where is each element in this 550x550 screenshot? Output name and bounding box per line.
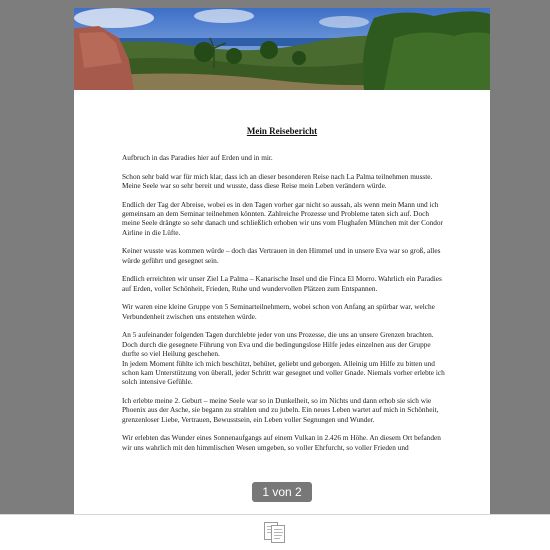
paragraph: Wir erlebten das Wunder eines Sonnenaufgangs auf einem Vulkan in 2.426 m Höhe. An diesem Ort befanden wir uns wahrlich mit den himmlischen Wesen umgeben, so voller Ehrfurcht, so voller Frieden und (122, 433, 441, 452)
header-photo (74, 8, 490, 90)
paragraph: Wir waren eine kleine Gruppe von 5 Seminarteilnehmern, wobei schon von Anfang an spürbar war, welche Verbundenheit zwischen uns entstehen würde. (122, 302, 435, 321)
paragraph: Keiner wusste was kommen würde – doch das Vertrauen in den Himmel und in unsere Eva war so groß, alles würde geführt und gesegnet sein. (122, 246, 441, 265)
document-title: Mein Reisebericht (246, 126, 318, 136)
thumbnail-page-front (271, 525, 285, 543)
viewer-toolbar (0, 514, 550, 550)
paragraph: Schon sehr bald war für mich klar, dass ich an dieser besonderen Reise nach La Palma teilnehmen musste. Meine Seele war so sehr bereit und wusste, dass diese Reise mein Leben verändern würde. (122, 171, 433, 190)
page-counter-badge: 1 von 2 (252, 482, 312, 502)
paragraph: Aufbruch in das Paradies hier auf Erden und in mir. (122, 153, 273, 162)
paragraph: Endlich erreichten wir unser Ziel La Palma – Kanarische Insel und die Finca El Morro. Wahrlich ein Paradies auf Erden, voller Schönheit, Frieden, Ruhe und wundervollen Plätzen zum Entspannen. (122, 274, 442, 293)
document-body (122, 153, 448, 461)
document-page (74, 8, 490, 514)
pages-thumbnail-icon[interactable] (263, 521, 287, 545)
landscape-image (74, 8, 490, 90)
paragraph: An 5 aufeinander folgenden Tagen durchlebte jeder von uns Prozesse, die uns an unsere Grenzen brachten. Doch durch die gesegnete Führung von Eva und die bedingungslose Hilfe jedes einzelnen aus der Gruppe durfte so viel Heilung geschehen. In jedem Moment fühlte ich mich beschützt, behütet, geliebt und geborgen. Alleinig um Hilfe zu bitten und schon kam Unterstützung von überall, jeder Schritt war gesegnet und voller Gnade. Niemals vorher erlebte ich solch intensive Gefühle. (122, 330, 445, 387)
paragraph: Endlich der Tag der Abreise, wobei es in den Tagen vorher gar nicht so aussah, als wenn mein Mann und ich gemeinsam an dem Seminar teilnehmen könnten. Zahlreiche Prozesse und Probleme taten sich auf. Doch meine Seele drängte so sehr danach und schließlich erhoben wir uns vom Flughafen München mit der Condor Airline in die Lüfte. (122, 199, 443, 237)
paragraph: Ich erlebte meine 2. Geburt – meine Seele war so in Dunkelheit, so im Nichts und dann erhob sie sich wie Phoenix aus der Asche, sie begann zu strahlen und zu jubeln. Ein neues Leben wartet auf mich in Schönheit, grenzenloser Liebe, Vertrauen, Bewusstsein, ein Leben voller Segnungen und Wunder. (122, 396, 439, 424)
